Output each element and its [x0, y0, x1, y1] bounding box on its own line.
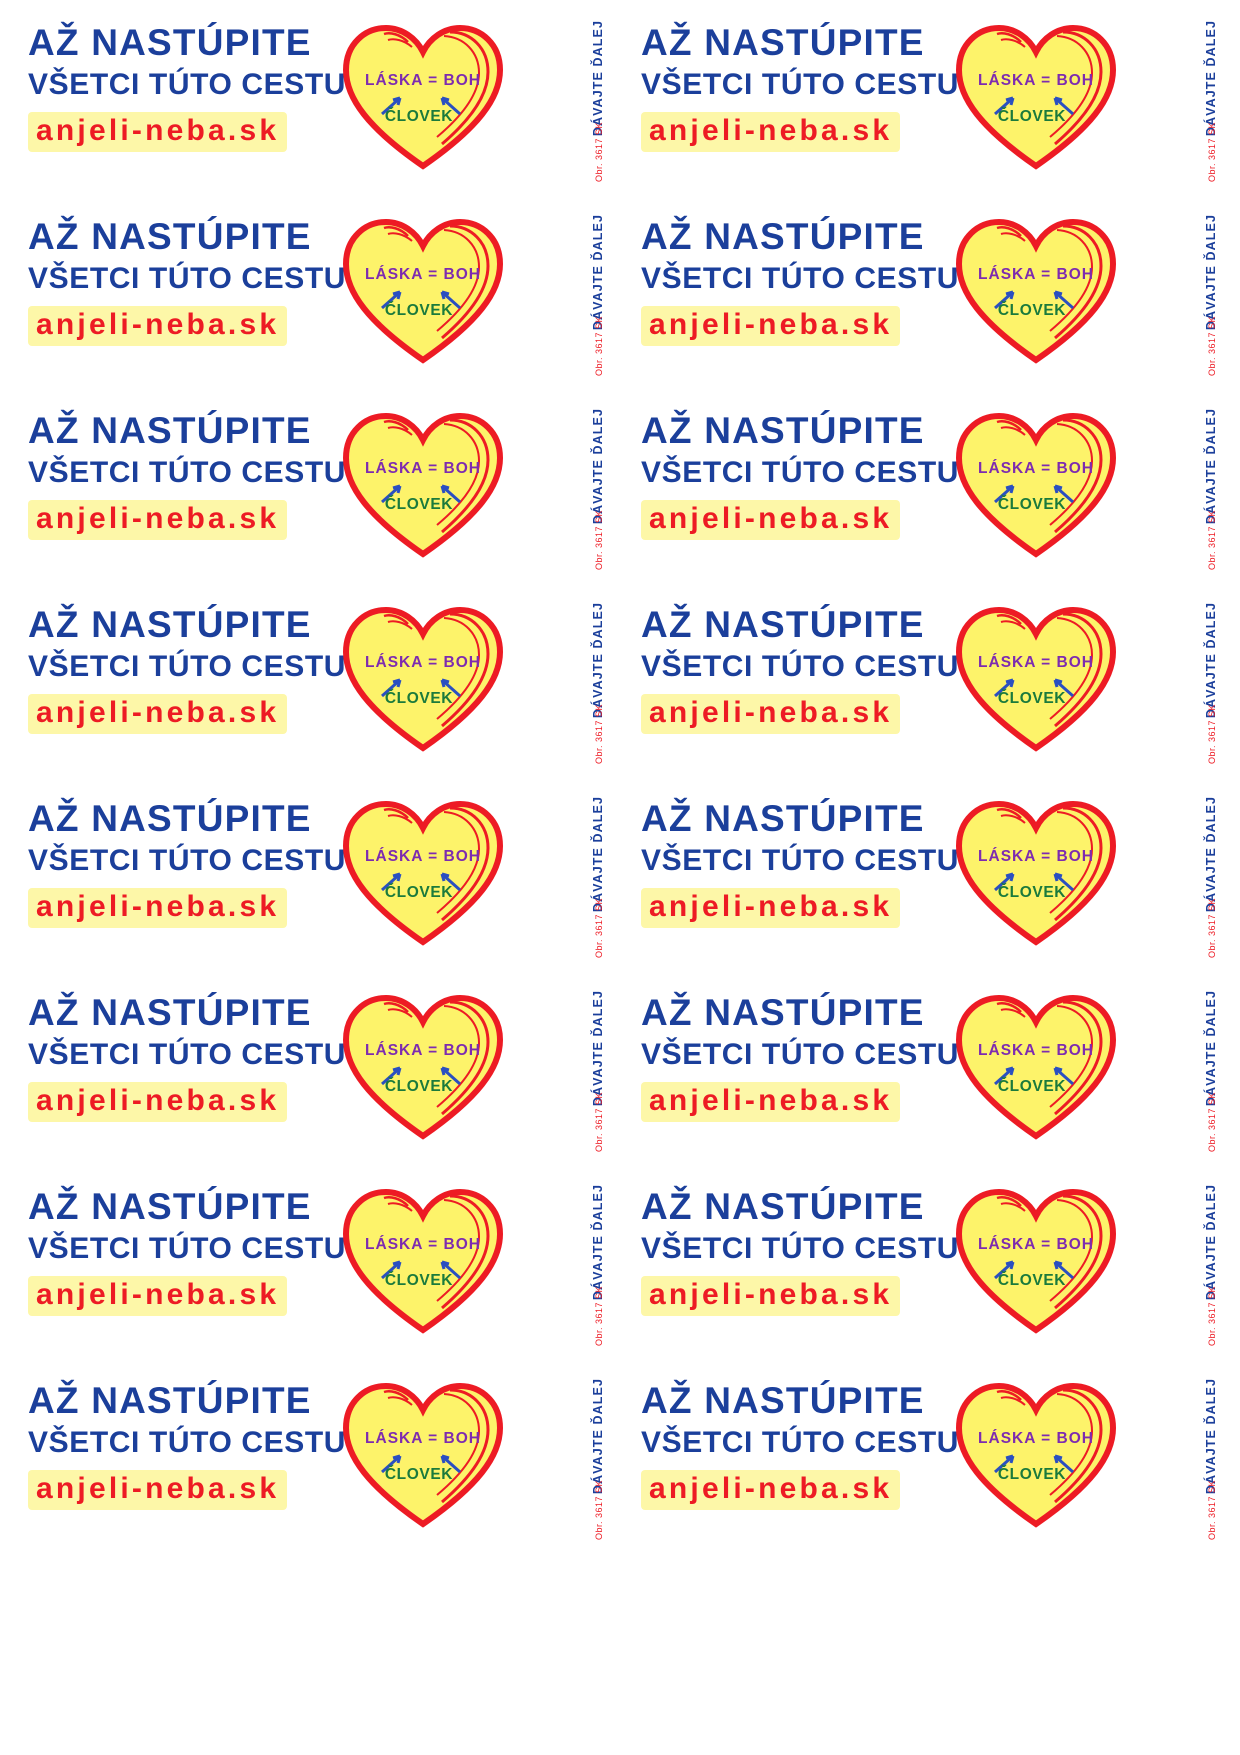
heart-human-label: ČLOVEK	[997, 1272, 1067, 1289]
side-image-code: Obr. 3617 SK	[594, 704, 604, 765]
heart-love-god-label: LÁSKA = BOH	[365, 654, 481, 671]
label-url: anjeli-neba.sk	[649, 890, 893, 924]
heart-love-god-label: LÁSKA = BOH	[978, 1430, 1094, 1447]
label-text-block	[28, 994, 358, 1122]
label-url: anjeli-neba.sk	[36, 308, 280, 342]
label-headline-line1: AŽ NASTÚPITE	[28, 992, 312, 1033]
label-headline-line2: VŠETCI TÚTO CESTU	[28, 261, 347, 295]
label-text-block	[641, 800, 971, 928]
sticker-label	[631, 980, 1222, 1174]
label-side-texts	[579, 18, 605, 188]
heart-human-label: ČLOVEK	[384, 302, 454, 319]
label-url-highlight	[28, 306, 287, 346]
label-headline-line1: AŽ NASTÚPITE	[28, 216, 312, 257]
label-text-block	[641, 606, 971, 734]
side-pass-it-on-text: DÁVAJTE ĎALEJ	[1204, 408, 1218, 525]
label-text-block	[641, 24, 971, 152]
heart-icon	[951, 1180, 1121, 1340]
side-pass-it-on-text: DÁVAJTE ĎALEJ	[591, 1184, 605, 1301]
label-side-texts	[579, 212, 605, 382]
heart-human-label: ČLOVEK	[384, 690, 454, 707]
heart-love-god-label: LÁSKA = BOH	[365, 266, 481, 283]
label-headline-line1: AŽ NASTÚPITE	[28, 604, 312, 645]
label-url: anjeli-neba.sk	[649, 308, 893, 342]
side-image-code: Obr. 3617 SK	[1207, 1092, 1217, 1153]
side-image-code: Obr. 3617 SK	[594, 510, 604, 571]
side-pass-it-on-text: DÁVAJTE ĎALEJ	[1204, 1378, 1218, 1495]
label-headline-line1: AŽ NASTÚPITE	[641, 1380, 925, 1421]
side-pass-it-on-text: DÁVAJTE ĎALEJ	[591, 796, 605, 913]
label-text-block	[28, 412, 358, 540]
heart-icon	[951, 16, 1121, 176]
sticker-label	[631, 1174, 1222, 1368]
label-headline-line2: VŠETCI TÚTO CESTU	[641, 455, 960, 489]
heart-love-god-label: LÁSKA = BOH	[365, 1042, 481, 1059]
heart-love-god-label: LÁSKA = BOH	[978, 1236, 1094, 1253]
side-image-code: Obr. 3617 SK	[1207, 898, 1217, 959]
label-url-highlight	[28, 112, 287, 152]
label-text-block	[28, 218, 358, 346]
sticker-label	[18, 592, 609, 786]
label-headline-line2: VŠETCI TÚTO CESTU	[28, 1231, 347, 1265]
sticker-label	[18, 10, 609, 204]
label-headline-line2: VŠETCI TÚTO CESTU	[28, 455, 347, 489]
label-headline-line1: AŽ NASTÚPITE	[641, 798, 925, 839]
label-url-highlight	[28, 888, 287, 928]
side-pass-it-on-text: DÁVAJTE ĎALEJ	[1204, 990, 1218, 1107]
side-image-code: Obr. 3617 SK	[594, 898, 604, 959]
label-side-texts	[1192, 406, 1218, 576]
label-url: anjeli-neba.sk	[36, 1472, 280, 1506]
label-side-texts	[1192, 1182, 1218, 1352]
heart-love-god-label: LÁSKA = BOH	[978, 654, 1094, 671]
label-side-texts	[1192, 212, 1218, 382]
side-pass-it-on-text: DÁVAJTE ĎALEJ	[1204, 214, 1218, 331]
sticker-label	[18, 204, 609, 398]
label-headline-line2: VŠETCI TÚTO CESTU	[641, 261, 960, 295]
label-url: anjeli-neba.sk	[649, 696, 893, 730]
label-side-texts	[579, 406, 605, 576]
side-pass-it-on-text: DÁVAJTE ĎALEJ	[1204, 1184, 1218, 1301]
side-image-code: Obr. 3617 SK	[1207, 510, 1217, 571]
label-side-texts	[1192, 988, 1218, 1158]
side-image-code: Obr. 3617 SK	[594, 1092, 604, 1153]
heart-icon	[338, 210, 508, 370]
side-image-code: Obr. 3617 SK	[594, 1480, 604, 1541]
label-url-highlight	[28, 1470, 287, 1510]
heart-human-label: ČLOVEK	[997, 108, 1067, 125]
heart-love-god-label: LÁSKA = BOH	[365, 848, 481, 865]
side-pass-it-on-text: DÁVAJTE ĎALEJ	[591, 214, 605, 331]
label-url-highlight	[28, 500, 287, 540]
side-image-code: Obr. 3617 SK	[594, 122, 604, 183]
sticker-label	[18, 1174, 609, 1368]
label-headline-line2: VŠETCI TÚTO CESTU	[641, 649, 960, 683]
heart-human-label: ČLOVEK	[997, 1466, 1067, 1483]
heart-icon	[338, 1374, 508, 1534]
heart-human-label: ČLOVEK	[384, 1466, 454, 1483]
label-url: anjeli-neba.sk	[649, 1084, 893, 1118]
side-pass-it-on-text: DÁVAJTE ĎALEJ	[1204, 20, 1218, 137]
label-url: anjeli-neba.sk	[36, 502, 280, 536]
heart-icon	[338, 792, 508, 952]
label-url-highlight	[641, 306, 900, 346]
heart-human-label: ČLOVEK	[384, 1078, 454, 1095]
label-headline-line2: VŠETCI TÚTO CESTU	[641, 1425, 960, 1459]
sticker-label	[631, 786, 1222, 980]
heart-icon	[338, 986, 508, 1146]
label-text-block	[641, 1188, 971, 1316]
label-headline-line2: VŠETCI TÚTO CESTU	[28, 843, 347, 877]
label-url: anjeli-neba.sk	[36, 890, 280, 924]
heart-love-god-label: LÁSKA = BOH	[365, 460, 481, 477]
label-text-block	[641, 1382, 971, 1510]
side-image-code: Obr. 3617 SK	[594, 1286, 604, 1347]
label-headline-line1: AŽ NASTÚPITE	[641, 216, 925, 257]
label-side-texts	[1192, 1376, 1218, 1546]
heart-human-label: ČLOVEK	[384, 108, 454, 125]
side-image-code: Obr. 3617 SK	[1207, 1480, 1217, 1541]
heart-human-label: ČLOVEK	[384, 1272, 454, 1289]
label-headline-line2: VŠETCI TÚTO CESTU	[641, 67, 960, 101]
heart-human-label: ČLOVEK	[997, 496, 1067, 513]
label-url-highlight	[641, 1276, 900, 1316]
label-url-highlight	[28, 694, 287, 734]
label-headline-line1: AŽ NASTÚPITE	[28, 22, 312, 63]
side-pass-it-on-text: DÁVAJTE ĎALEJ	[591, 990, 605, 1107]
label-text-block	[28, 1188, 358, 1316]
heart-love-god-label: LÁSKA = BOH	[365, 72, 481, 89]
heart-icon	[951, 792, 1121, 952]
label-url-highlight	[641, 694, 900, 734]
label-headline-line1: AŽ NASTÚPITE	[641, 22, 925, 63]
label-url: anjeli-neba.sk	[36, 1278, 280, 1312]
label-headline-line1: AŽ NASTÚPITE	[641, 604, 925, 645]
label-headline-line1: AŽ NASTÚPITE	[28, 1186, 312, 1227]
side-image-code: Obr. 3617 SK	[1207, 122, 1217, 183]
heart-icon	[951, 986, 1121, 1146]
heart-icon	[951, 404, 1121, 564]
label-headline-line2: VŠETCI TÚTO CESTU	[28, 1037, 347, 1071]
heart-icon	[338, 1180, 508, 1340]
sticker-label	[631, 1368, 1222, 1562]
label-url-highlight	[641, 888, 900, 928]
label-url: anjeli-neba.sk	[36, 696, 280, 730]
side-image-code: Obr. 3617 SK	[1207, 704, 1217, 765]
label-text-block	[28, 24, 358, 152]
label-side-texts	[1192, 600, 1218, 770]
sticker-label	[18, 1368, 609, 1562]
heart-human-label: ČLOVEK	[384, 884, 454, 901]
heart-human-label: ČLOVEK	[384, 496, 454, 513]
sticker-label	[631, 592, 1222, 786]
heart-icon	[951, 1374, 1121, 1534]
side-pass-it-on-text: DÁVAJTE ĎALEJ	[591, 20, 605, 137]
label-side-texts	[1192, 18, 1218, 188]
label-url: anjeli-neba.sk	[649, 114, 893, 148]
label-side-texts	[579, 1376, 605, 1546]
heart-human-label: ČLOVEK	[997, 302, 1067, 319]
label-url-highlight	[641, 1470, 900, 1510]
label-text-block	[28, 800, 358, 928]
heart-icon	[951, 210, 1121, 370]
label-url-highlight	[28, 1276, 287, 1316]
label-url-highlight	[28, 1082, 287, 1122]
side-pass-it-on-text: DÁVAJTE ĎALEJ	[591, 1378, 605, 1495]
label-headline-line2: VŠETCI TÚTO CESTU	[28, 649, 347, 683]
label-url-highlight	[641, 500, 900, 540]
label-side-texts	[579, 600, 605, 770]
label-headline-line1: AŽ NASTÚPITE	[28, 798, 312, 839]
label-headline-line1: AŽ NASTÚPITE	[28, 1380, 312, 1421]
label-headline-line1: AŽ NASTÚPITE	[28, 410, 312, 451]
sticker-grid	[18, 10, 1222, 1562]
label-url: anjeli-neba.sk	[649, 1472, 893, 1506]
label-text-block	[28, 1382, 358, 1510]
label-headline-line2: VŠETCI TÚTO CESTU	[28, 1425, 347, 1459]
label-headline-line1: AŽ NASTÚPITE	[641, 1186, 925, 1227]
sticker-label	[631, 10, 1222, 204]
label-text-block	[28, 606, 358, 734]
label-url: anjeli-neba.sk	[649, 1278, 893, 1312]
label-side-texts	[579, 988, 605, 1158]
side-image-code: Obr. 3617 SK	[1207, 1286, 1217, 1347]
label-headline-line2: VŠETCI TÚTO CESTU	[28, 67, 347, 101]
side-pass-it-on-text: DÁVAJTE ĎALEJ	[591, 602, 605, 719]
heart-love-god-label: LÁSKA = BOH	[978, 848, 1094, 865]
heart-love-god-label: LÁSKA = BOH	[978, 1042, 1094, 1059]
heart-human-label: ČLOVEK	[997, 1078, 1067, 1095]
label-side-texts	[579, 794, 605, 964]
sticker-label	[631, 204, 1222, 398]
sticker-label	[631, 398, 1222, 592]
label-side-texts	[1192, 794, 1218, 964]
label-headline-line1: AŽ NASTÚPITE	[641, 410, 925, 451]
label-text-block	[641, 412, 971, 540]
side-image-code: Obr. 3617 SK	[1207, 316, 1217, 377]
sticker-label	[18, 398, 609, 592]
heart-love-god-label: LÁSKA = BOH	[365, 1430, 481, 1447]
label-headline-line2: VŠETCI TÚTO CESTU	[641, 843, 960, 877]
side-pass-it-on-text: DÁVAJTE ĎALEJ	[591, 408, 605, 525]
label-url: anjeli-neba.sk	[36, 114, 280, 148]
heart-human-label: ČLOVEK	[997, 690, 1067, 707]
heart-love-god-label: LÁSKA = BOH	[365, 1236, 481, 1253]
heart-love-god-label: LÁSKA = BOH	[978, 266, 1094, 283]
label-text-block	[641, 218, 971, 346]
label-headline-line1: AŽ NASTÚPITE	[641, 992, 925, 1033]
label-url-highlight	[641, 112, 900, 152]
heart-icon	[338, 598, 508, 758]
side-image-code: Obr. 3617 SK	[594, 316, 604, 377]
heart-love-god-label: LÁSKA = BOH	[978, 460, 1094, 477]
label-side-texts	[579, 1182, 605, 1352]
label-headline-line2: VŠETCI TÚTO CESTU	[641, 1231, 960, 1265]
sticker-label	[18, 980, 609, 1174]
heart-icon	[951, 598, 1121, 758]
sticker-label	[18, 786, 609, 980]
heart-icon	[338, 404, 508, 564]
label-headline-line2: VŠETCI TÚTO CESTU	[641, 1037, 960, 1071]
heart-human-label: ČLOVEK	[997, 884, 1067, 901]
heart-love-god-label: LÁSKA = BOH	[978, 72, 1094, 89]
heart-icon	[338, 16, 508, 176]
label-url: anjeli-neba.sk	[649, 502, 893, 536]
side-pass-it-on-text: DÁVAJTE ĎALEJ	[1204, 602, 1218, 719]
label-url: anjeli-neba.sk	[36, 1084, 280, 1118]
label-url-highlight	[641, 1082, 900, 1122]
label-text-block	[641, 994, 971, 1122]
side-pass-it-on-text: DÁVAJTE ĎALEJ	[1204, 796, 1218, 913]
